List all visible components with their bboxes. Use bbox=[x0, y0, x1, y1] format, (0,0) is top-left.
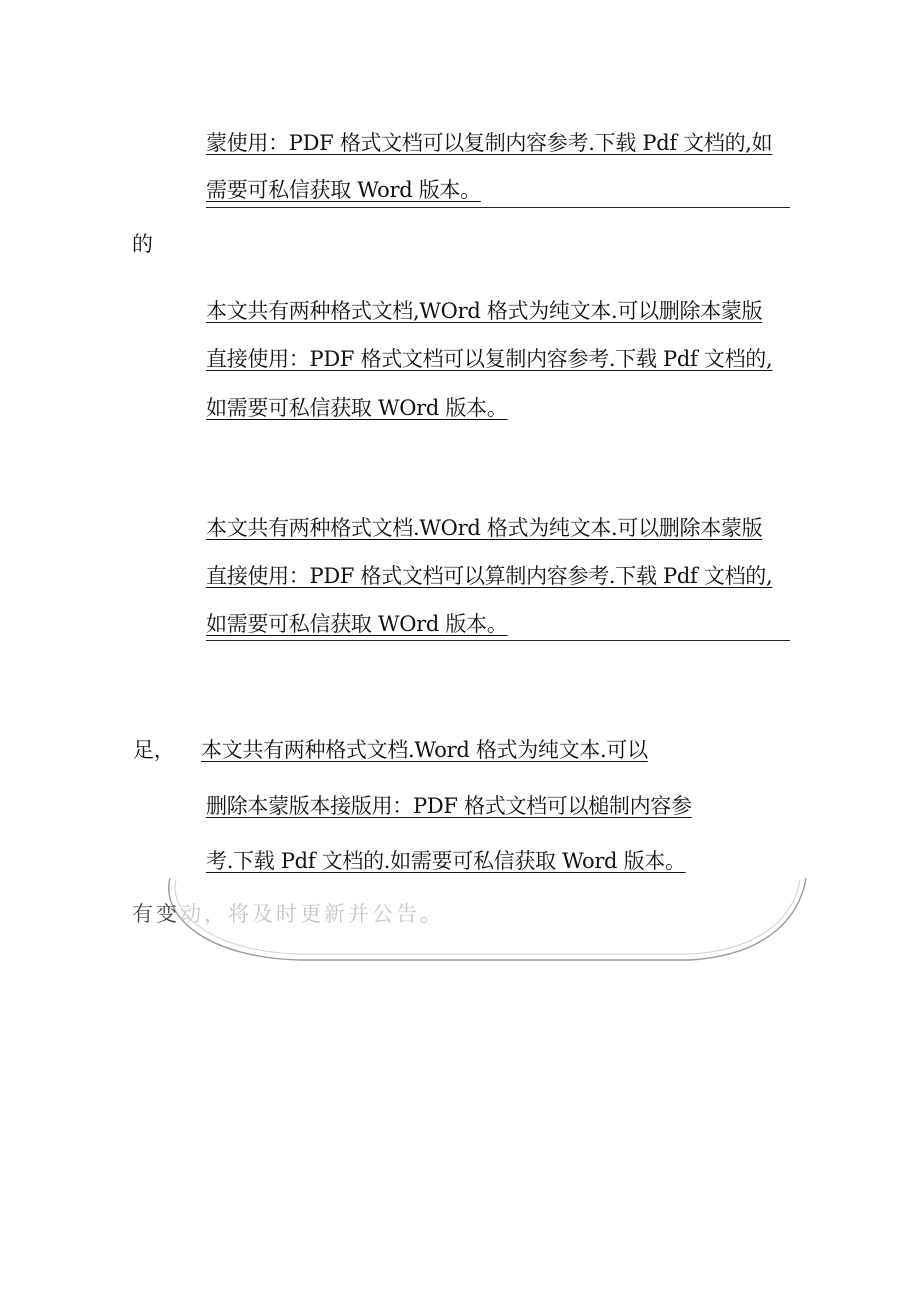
marker-de: 的 bbox=[132, 232, 153, 256]
footer-note-dark: 有变 bbox=[132, 902, 180, 926]
block4-prefix: 足， bbox=[133, 738, 175, 762]
block3-line2: 直接使用：PDF 格式文档可以算制内容参考.下载 Pdf 文档的, bbox=[206, 564, 773, 588]
footer-note bbox=[132, 900, 444, 928]
block4-line3: 考.下载 Pdf 文档的.如需要可私信获取 Word 版本。 bbox=[206, 849, 686, 873]
block1-line2: 需要可私信获取 Word 版本。 bbox=[206, 178, 481, 202]
footer-note-faint: 动，将及时更新并公告。 bbox=[180, 902, 444, 926]
block4-line2: 删除本蒙版本接版用：PDF 格式文档可以槌制内容参 bbox=[206, 794, 692, 818]
block2-line2: 直接使用：PDF 格式文档可以复制内容参考.下载 Pdf 文档的, bbox=[206, 347, 773, 371]
block2-line3: 如需要可私信获取 WOrd 版本。 bbox=[206, 396, 508, 420]
block3-line3: 如需要可私信获取 WOrd 版本。 bbox=[206, 612, 508, 636]
block1-line1: 蒙使用：PDF 格式文档可以复制内容参考.下载 Pdf 文档的,如 bbox=[206, 131, 773, 155]
block4-line1: 本文共有两种格式文档.Word 格式为纯文本.可以 bbox=[201, 738, 648, 762]
block2-line1: 本文共有两种格式文档,WOrd 格式为纯文本.可以删除本蒙版 bbox=[206, 299, 763, 323]
block3-line1: 本文共有两种格式文档.WOrd 格式为纯文本.可以删除本蒙版 bbox=[206, 516, 763, 540]
